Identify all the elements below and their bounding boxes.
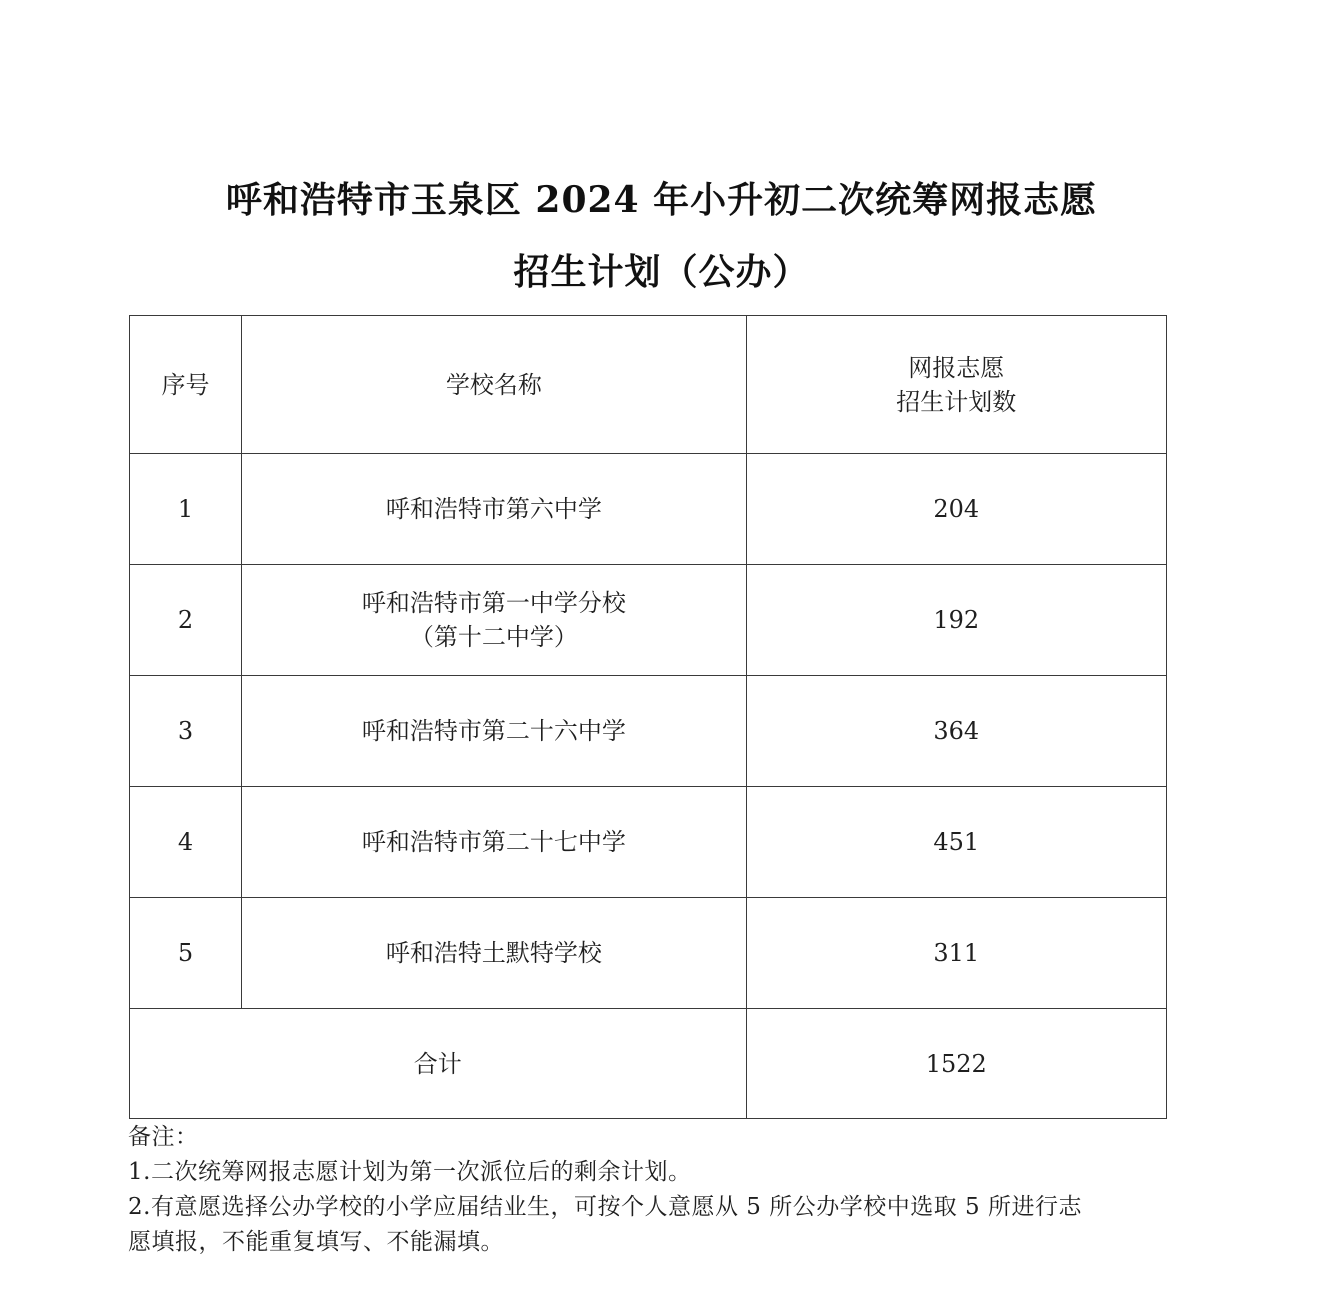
row-index: 5 <box>130 898 242 1009</box>
row-plan-count: 311 <box>746 898 1166 1009</box>
row-plan-count: 364 <box>746 676 1166 787</box>
table-row <box>130 676 1167 787</box>
row-plan-count: 192 <box>746 565 1166 676</box>
enrollment-plan-table <box>129 315 1167 1119</box>
row-school-name: 呼和浩特市第二十六中学 <box>242 676 746 787</box>
notes-section <box>128 1120 1208 1260</box>
row-index: 1 <box>130 454 242 565</box>
row-school-name: 呼和浩特土默特学校 <box>242 898 746 1009</box>
notes-heading: 备注： <box>128 1124 199 1150</box>
header-index: 序号 <box>130 316 242 454</box>
row-school-name: 呼和浩特市第六中学 <box>242 454 746 565</box>
table-row <box>130 898 1167 1009</box>
row-school-name: 呼和浩特市第二十七中学 <box>242 787 746 898</box>
table-row <box>130 565 1167 676</box>
total-plan-count: 1522 <box>746 1009 1166 1119</box>
row-plan-count: 451 <box>746 787 1166 898</box>
table-row <box>130 787 1167 898</box>
table-total-row <box>130 1009 1167 1119</box>
row-index: 3 <box>130 676 242 787</box>
row-plan-count: 204 <box>746 454 1166 565</box>
note-item-2-line2: 愿填报，不能重复填写、不能漏填。 <box>128 1229 504 1255</box>
row-school-name-line1: 呼和浩特市第一中学分校 <box>361 589 626 617</box>
note-item-2-line1: 2.有意愿选择公办学校的小学应届结业生，可按个人意愿从 5 所公办学校中选取 5 所进行志 <box>128 1194 1082 1220</box>
table-row <box>130 454 1167 565</box>
table-header-row <box>130 316 1167 454</box>
note-item-1: 1.二次统筹网报志愿计划为第一次派位后的剩余计划。 <box>128 1159 692 1185</box>
row-index: 4 <box>130 787 242 898</box>
total-label: 合计 <box>130 1009 747 1119</box>
header-plan-line2: 招生计划数 <box>896 387 1017 416</box>
document-title-line1: 呼和浩特市玉泉区 2024 年小升初二次统筹网报志愿 <box>225 179 1098 221</box>
row-index: 2 <box>130 565 242 676</box>
header-plan-line1: 网报志愿 <box>908 353 1005 382</box>
header-plan-count <box>746 316 1166 454</box>
header-school-name: 学校名称 <box>242 316 746 454</box>
row-school-name-line2: （第十二中学） <box>409 623 578 651</box>
row-school-name <box>242 565 746 676</box>
document-title-line2: 招生计划（公办） <box>513 251 810 293</box>
